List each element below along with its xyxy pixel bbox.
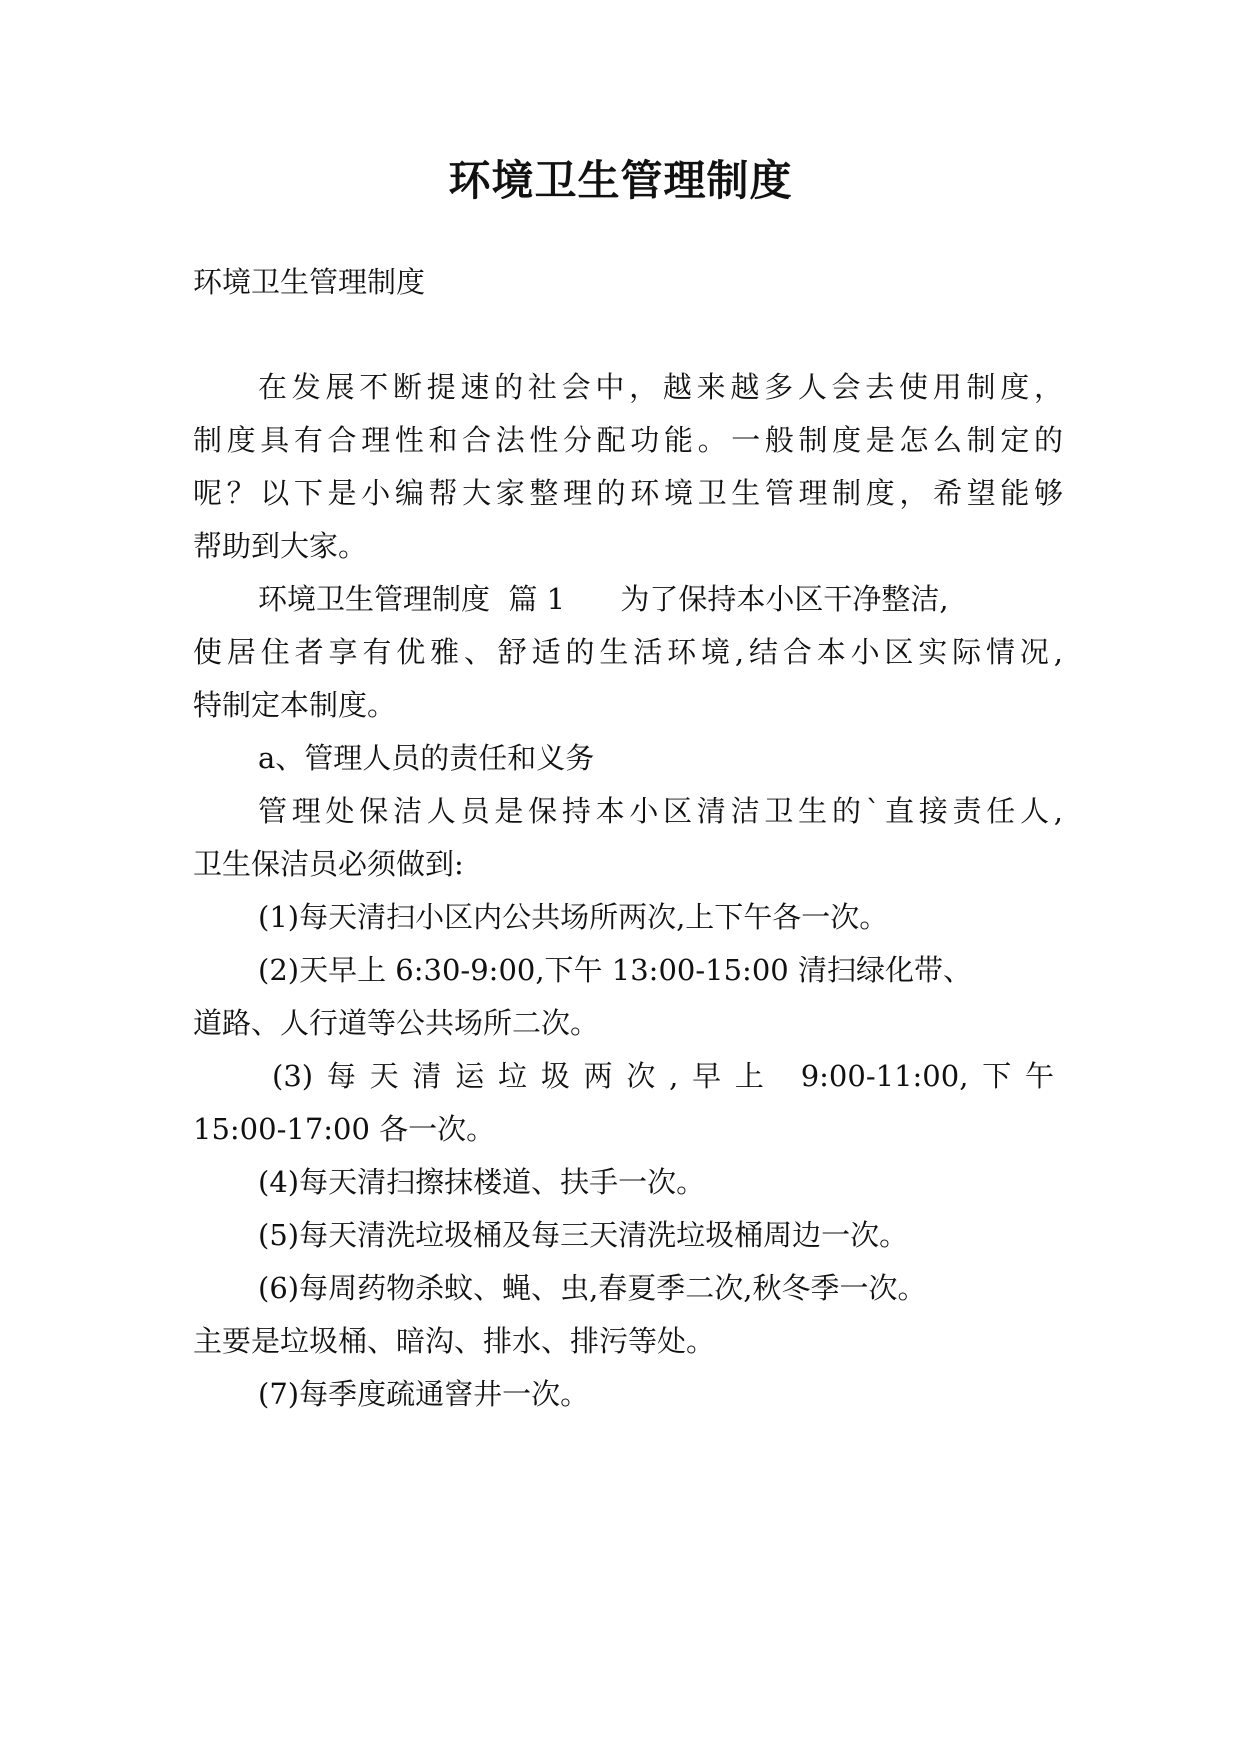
section-heading-line: 环境卫生管理制度 篇 1 为了保持本小区干净整洁,: [258, 582, 949, 616]
list-item-4: (4)每天清扫擦抹楼道、扶手一次。: [258, 1165, 706, 1199]
subsection-heading: a、管理人员的责任和义务: [258, 741, 595, 775]
intro-line-2: 制度具有合理性和合法性分配功能。一般制度是怎么制定的: [193, 423, 1063, 457]
purpose-line-2: 使居住者享有优雅、舒适的生活环境,结合本小区实际情况,: [193, 635, 1063, 669]
document-title: 环境卫生管理制度: [448, 156, 793, 205]
list-item-2-line-2: 道路、人行道等公共场所二次。: [193, 1006, 600, 1040]
intro-line-1: 在发展不断提速的社会中，越来越多人会去使用制度，: [258, 370, 1063, 404]
purpose-line-3: 特制定本制度。: [193, 688, 397, 722]
list-item-5: (5)每天清洗垃圾桶及每三天清洗垃圾桶周边一次。: [258, 1218, 909, 1252]
list-item-3-line-1: (3)每天清运垃圾两次,早上 9:00-11:00,下午: [272, 1059, 1054, 1093]
list-item-7: (7)每季度疏通窨井一次。: [258, 1377, 590, 1411]
duty-line-2: 卫生保洁员必须做到:: [193, 847, 464, 881]
list-item-1: (1)每天清扫小区内公共场所两次,上下午各一次。: [258, 900, 889, 934]
intro-line-4: 帮助到大家。: [193, 529, 368, 563]
list-item-2-line-1: (2)天早上 6:30-9:00,下午 13:00-15:00 清扫绿化带、: [258, 953, 972, 987]
list-item-6-line-1: (6)每周药物杀蚊、蝇、虫,春夏季二次,秋冬季一次。: [258, 1271, 927, 1305]
intro-line-3: 呢？以下是小编帮大家整理的环境卫生管理制度，希望能够: [193, 476, 1063, 510]
duty-line-1: 管理处保洁人员是保持本小区清洁卫生的`直接责任人,: [258, 794, 1063, 828]
subtitle-line: 环境卫生管理制度: [193, 265, 426, 299]
list-item-6-line-2: 主要是垃圾桶、暗沟、排水、排污等处。: [193, 1324, 716, 1358]
list-item-3-line-2: 15:00-17:00 各一次。: [193, 1112, 496, 1146]
